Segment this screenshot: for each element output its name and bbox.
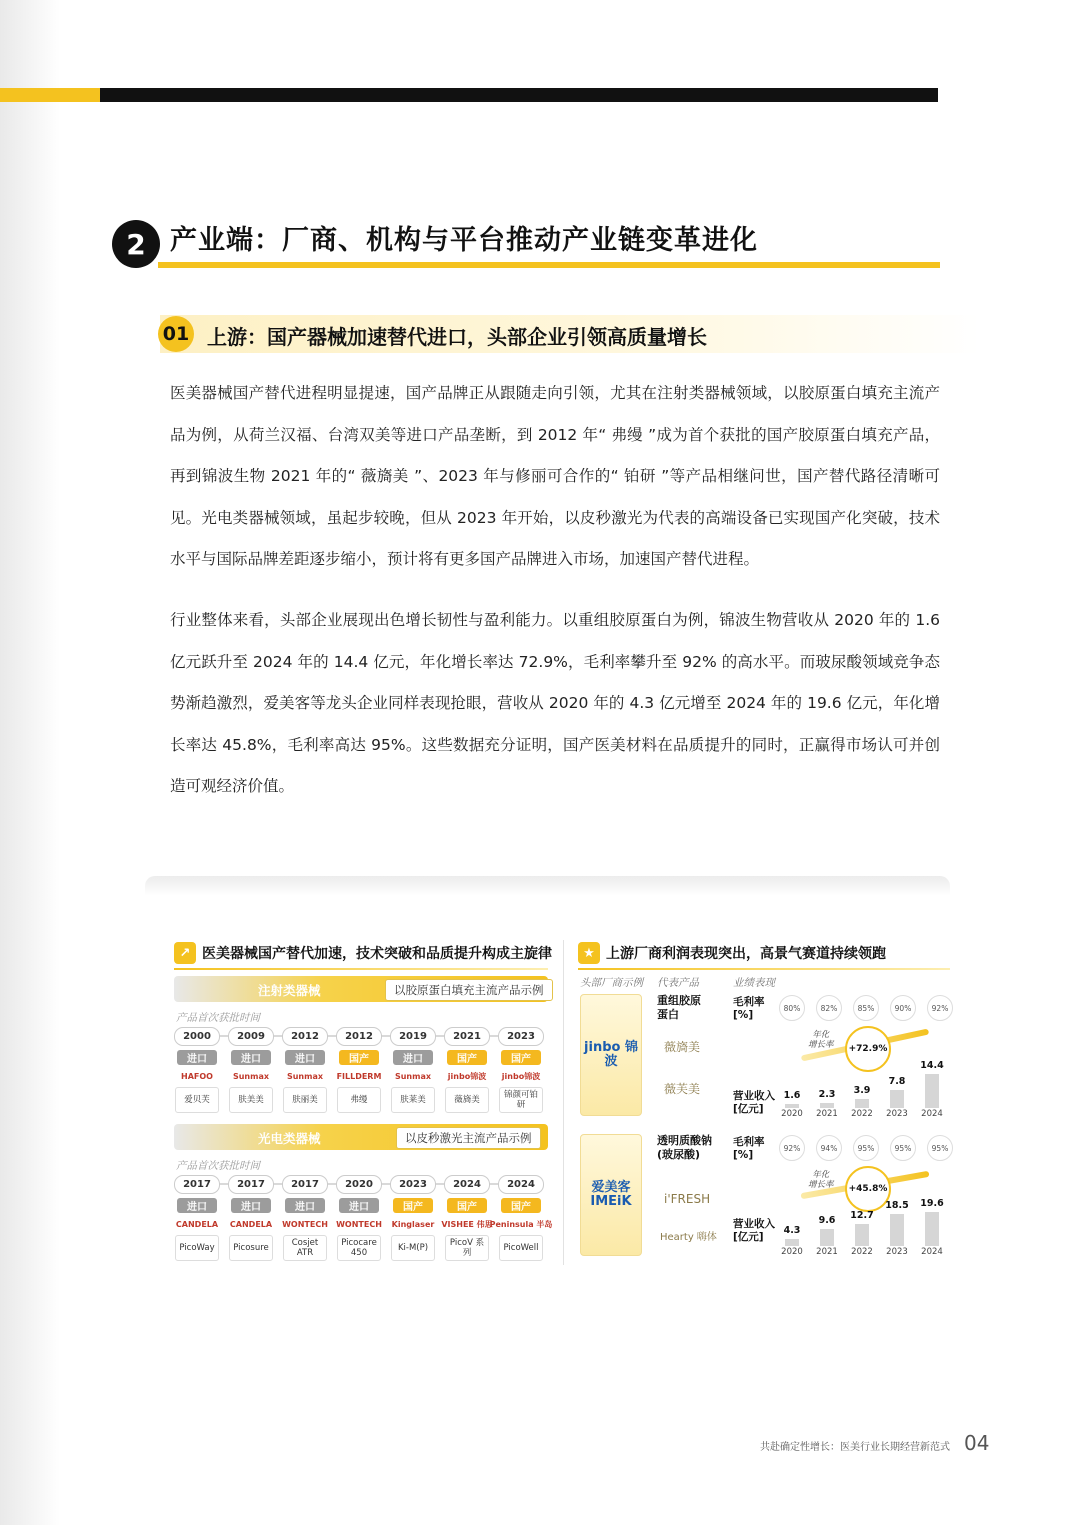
panel-divider [563, 940, 564, 1265]
origin-badge: 进口 [231, 1050, 271, 1065]
left-panel-title: 医美器械国产替代加速，技术突破和品质提升构成主旋律 [202, 946, 552, 962]
jinbo-logo-card [580, 994, 642, 1116]
injection-timeline-item [336, 1027, 382, 1113]
right-panel-line [578, 968, 950, 970]
injection-category-label: 注射类器械 [258, 983, 321, 998]
injection-timeline [174, 1027, 544, 1113]
product-name: 肤莱美 [391, 1087, 435, 1113]
approval-hint-injection: 产品首次获批时间 [176, 1012, 260, 1024]
origin-badge: 国产 [339, 1050, 379, 1065]
brand-logo: jinbo锦波 [447, 1072, 487, 1081]
approval-year: 2024 [444, 1175, 490, 1194]
origin-badge: 进口 [177, 1198, 217, 1213]
revenue-year: 2023 [886, 1109, 908, 1119]
injection-timeline-item [282, 1027, 328, 1113]
revenue-bar [890, 1214, 904, 1246]
revenue-year: 2022 [851, 1109, 873, 1119]
origin-badge: 进口 [285, 1198, 325, 1213]
jinbo-category: 重组胶原 蛋白 [657, 994, 701, 1021]
revenue-bar [820, 1103, 834, 1108]
revenue-year: 2020 [781, 1247, 803, 1257]
origin-badge: 进口 [393, 1050, 433, 1065]
injection-category-sub: 以胶原蛋白填充主流产品示例 [385, 979, 553, 1001]
brand-logo: Sunmax [286, 1072, 324, 1081]
product-name: 肤丽美 [283, 1087, 327, 1113]
revenue-bar [785, 1104, 799, 1108]
col-head-product: 代表产品 [657, 977, 699, 989]
margin-circle: 92% [779, 1135, 805, 1161]
imeik-brand-1: i'FRESH [664, 1192, 711, 1206]
origin-badge: 国产 [501, 1198, 541, 1213]
jinbo-cagr-label: 年化 增长率 [808, 1030, 834, 1050]
footer-report-title: 共赴确定性增长：医美行业长期经营新范式 [760, 1442, 950, 1453]
right-panel-title: 上游厂商利润表现突出，高景气赛道持续领跑 [606, 946, 886, 962]
approval-year: 2021 [444, 1027, 490, 1046]
revenue-value: 3.9 [853, 1084, 871, 1096]
optical-timeline-item [441, 1175, 493, 1261]
margin-circle: 85% [853, 995, 879, 1021]
revenue-year: 2021 [816, 1247, 838, 1257]
jinbo-margin-row [779, 995, 953, 1021]
revenue-bar [855, 1224, 869, 1246]
revenue-value: 9.6 [818, 1215, 836, 1227]
left-panel-line [174, 968, 548, 970]
imeik-margin-row [779, 1135, 953, 1161]
brand-logo: CANDELA [229, 1220, 273, 1229]
margin-circle: 92% [927, 995, 953, 1021]
approval-year: 2017 [174, 1175, 220, 1194]
optical-timeline-item [489, 1175, 553, 1261]
product-name: Picocare 450 [337, 1235, 381, 1261]
optical-category-label: 光电类器械 [258, 1131, 321, 1146]
product-name: Ki-M(P) [391, 1235, 435, 1261]
approval-year: 2024 [498, 1175, 544, 1194]
approval-year: 2017 [228, 1175, 274, 1194]
revenue-bar [925, 1074, 939, 1108]
brand-logo: WONTECH [336, 1220, 382, 1229]
optical-timeline [174, 1175, 553, 1261]
optical-timeline-item [228, 1175, 274, 1261]
injection-timeline-item [444, 1027, 490, 1113]
approval-year: 2023 [390, 1175, 436, 1194]
revenue-value: 19.6 [920, 1198, 944, 1209]
revenue-value: 1.6 [783, 1090, 801, 1102]
margin-circle: 94% [816, 1135, 842, 1161]
revenue-year: 2022 [851, 1247, 873, 1257]
origin-badge: 国产 [447, 1050, 487, 1065]
optical-category-sub: 以皮秒激光主流产品示例 [396, 1127, 541, 1149]
imeik-revenue-chart [777, 1198, 952, 1258]
product-name: 爱贝芙 [175, 1087, 219, 1113]
jinbo-cagr-bubble: +72.9% [845, 1026, 891, 1072]
product-name: 锦颜可铂研 [499, 1087, 543, 1113]
product-name: PicoWell [499, 1235, 543, 1261]
revenue-value: 2.3 [818, 1088, 836, 1100]
jinbo-brand-2: 薇芙美 [664, 1082, 701, 1096]
margin-circle: 82% [816, 995, 842, 1021]
brand-logo: Sunmax [232, 1072, 270, 1081]
brand-logo: Sunmax [394, 1072, 432, 1081]
figure-top-shadow [145, 876, 950, 896]
margin-circle: 90% [890, 995, 916, 1021]
approval-hint-optical: 产品首次获批时间 [176, 1160, 260, 1172]
product-name: PicoWay [175, 1235, 219, 1261]
revenue-bar [925, 1212, 939, 1246]
optical-timeline-item [282, 1175, 328, 1261]
revenue-value: 7.8 [888, 1075, 906, 1087]
right-panel-header [578, 940, 886, 966]
revenue-value: 14.4 [920, 1060, 944, 1071]
imeik-cagr-bubble: +45.8% [845, 1166, 891, 1212]
origin-badge: 进口 [285, 1050, 325, 1065]
margin-circle: 80% [779, 995, 805, 1021]
revenue-year: 2024 [921, 1109, 943, 1119]
origin-badge: 进口 [231, 1198, 271, 1213]
trophy-icon: ★ [578, 942, 600, 964]
approval-year: 2012 [282, 1027, 328, 1046]
imeik-revenue-label: 营业收入 [亿元] [733, 1218, 775, 1243]
approval-year: 2019 [390, 1027, 436, 1046]
revenue-bar [890, 1090, 904, 1108]
brand-logo: FILLDERM [336, 1072, 382, 1081]
brand-logo: jinbo锦波 [501, 1072, 541, 1081]
col-head-company: 头部厂商示例 [580, 977, 643, 989]
revenue-value: 4.3 [783, 1224, 801, 1236]
origin-badge: 进口 [339, 1198, 379, 1213]
revenue-year: 2020 [781, 1109, 803, 1119]
optical-timeline-item [336, 1175, 382, 1261]
product-name: PicoV 系列 [445, 1235, 489, 1261]
brand-logo: HAFOO [181, 1072, 213, 1081]
left-panel-header [174, 940, 552, 966]
page-number: 04 [964, 1431, 990, 1455]
imeik-logo: 爱美客 IMEiK [590, 1180, 632, 1209]
margin-circle: 95% [853, 1135, 879, 1161]
imeik-brand-2: Hearty 嗨体 [660, 1232, 717, 1243]
optical-timeline-item [174, 1175, 220, 1261]
header-bar [100, 88, 938, 102]
origin-badge: 国产 [447, 1198, 487, 1213]
subsection-title: 上游：国产器械加速替代进口，头部企业引领高质量增长 [207, 325, 707, 349]
revenue-bar [820, 1229, 834, 1246]
approval-year: 2012 [336, 1027, 382, 1046]
product-name: Picosure [229, 1235, 273, 1261]
margin-circle: 95% [890, 1135, 916, 1161]
revenue-year: 2021 [816, 1109, 838, 1119]
injection-timeline-item [390, 1027, 436, 1113]
imeik-category: 透明质酸钠 (玻尿酸) [657, 1134, 712, 1161]
revenue-year: 2023 [886, 1247, 908, 1257]
revenue-value: 12.7 [850, 1209, 874, 1221]
revenue-value: 18.5 [885, 1199, 909, 1211]
revenue-bar [855, 1099, 869, 1108]
origin-badge: 进口 [177, 1050, 217, 1065]
approval-year: 2020 [336, 1175, 382, 1194]
section-underline [158, 262, 940, 268]
imeik-margin-label: 毛利率 [%] [733, 1136, 765, 1161]
body-paragraph-2: 行业整体来看，头部企业展现出色增长韧性与盈利能力。以重组胶原蛋白为例，锦波生物营收从 2020 年的 1.6 亿元跃升至 2024 年的 14.4 亿元，年化增长率达 72.9%，毛利率攀升至 92% 的高水平。而玻尿酸领域竞争态势渐趋激烈，爱美客等龙头企业同样表现抢眼，营收从 2020 年的 4.3 亿元增至 2024 年的 19.6 亿元，年化增长率达 45.8%，毛利率高达 95%。这些数据充分证明，国产医美材料在品质提升的同时，正赢得市场认可并创造可观经济价值。 [170, 611, 940, 795]
brand-logo: WONTECH [282, 1220, 328, 1229]
imeik-cagr-label: 年化 增长率 [808, 1170, 834, 1190]
brand-logo: VISHEE 伟思 [441, 1220, 493, 1229]
brand-logo: CANDELA [175, 1220, 219, 1229]
approval-year: 2009 [228, 1027, 274, 1046]
product-name: 弗缦 [337, 1087, 381, 1113]
approval-year: 2017 [282, 1175, 328, 1194]
approval-year: 2023 [498, 1027, 544, 1046]
injection-timeline-item [228, 1027, 274, 1113]
revenue-bar [785, 1239, 799, 1246]
revenue-year: 2024 [921, 1247, 943, 1257]
jinbo-brand-1: 薇旖美 [664, 1040, 701, 1054]
imeik-logo-card [580, 1134, 642, 1256]
col-head-performance: 业绩表现 [733, 977, 775, 989]
origin-badge: 国产 [393, 1198, 433, 1213]
product-name: 薇旖美 [445, 1087, 489, 1113]
jinbo-logo: jinbo 锦波 [584, 1040, 638, 1069]
brand-logo: Peninsula 半岛 [489, 1220, 553, 1229]
margin-circle: 95% [927, 1135, 953, 1161]
approval-year: 2000 [174, 1027, 220, 1046]
injection-timeline-item [498, 1027, 544, 1113]
injection-timeline-item [174, 1027, 220, 1113]
body-paragraph-1: 医美器械国产替代进程明显提速，国产品牌正从跟随走向引领，尤其在注射类器械领域，以胶原蛋白填充主流产品为例，从荷兰汉福、台湾双美等进口产品垄断，到 2012 年“ 弗缦 ”成为首个获批的国产胶原蛋白填充产品，再到锦波生物 2021 年的“ 薇旖美 ”、2023 年与修丽可合作的“ 铂研 ”等产品相继问世，国产替代路径清晰可见。光电类器械领域，虽起步较晚，但从 2023 年开始，以皮秒激光为代表的高端设备已实现国产化突破，技术水平与国际品牌差距逐步缩小，预计将有更多国产品牌进入市场，加速国产替代进程。 [170, 384, 940, 568]
optical-timeline-item [390, 1175, 436, 1261]
brand-logo: Kinglaser [391, 1220, 435, 1229]
product-name: Cosjet ATR [283, 1235, 327, 1261]
section-number: 2 [112, 220, 160, 268]
jinbo-revenue-chart [777, 1060, 952, 1120]
jinbo-margin-label: 毛利率 [%] [733, 996, 765, 1021]
subsection-number: 01 [158, 316, 194, 352]
jinbo-revenue-label: 营业收入 [亿元] [733, 1090, 775, 1115]
section-title: 产业端：厂商、机构与平台推动产业链变革进化 [170, 225, 758, 256]
trend-icon: ↗ [174, 942, 196, 964]
page-edge-shade [0, 0, 60, 1525]
product-name: 肤美美 [229, 1087, 273, 1113]
origin-badge: 国产 [501, 1050, 541, 1065]
